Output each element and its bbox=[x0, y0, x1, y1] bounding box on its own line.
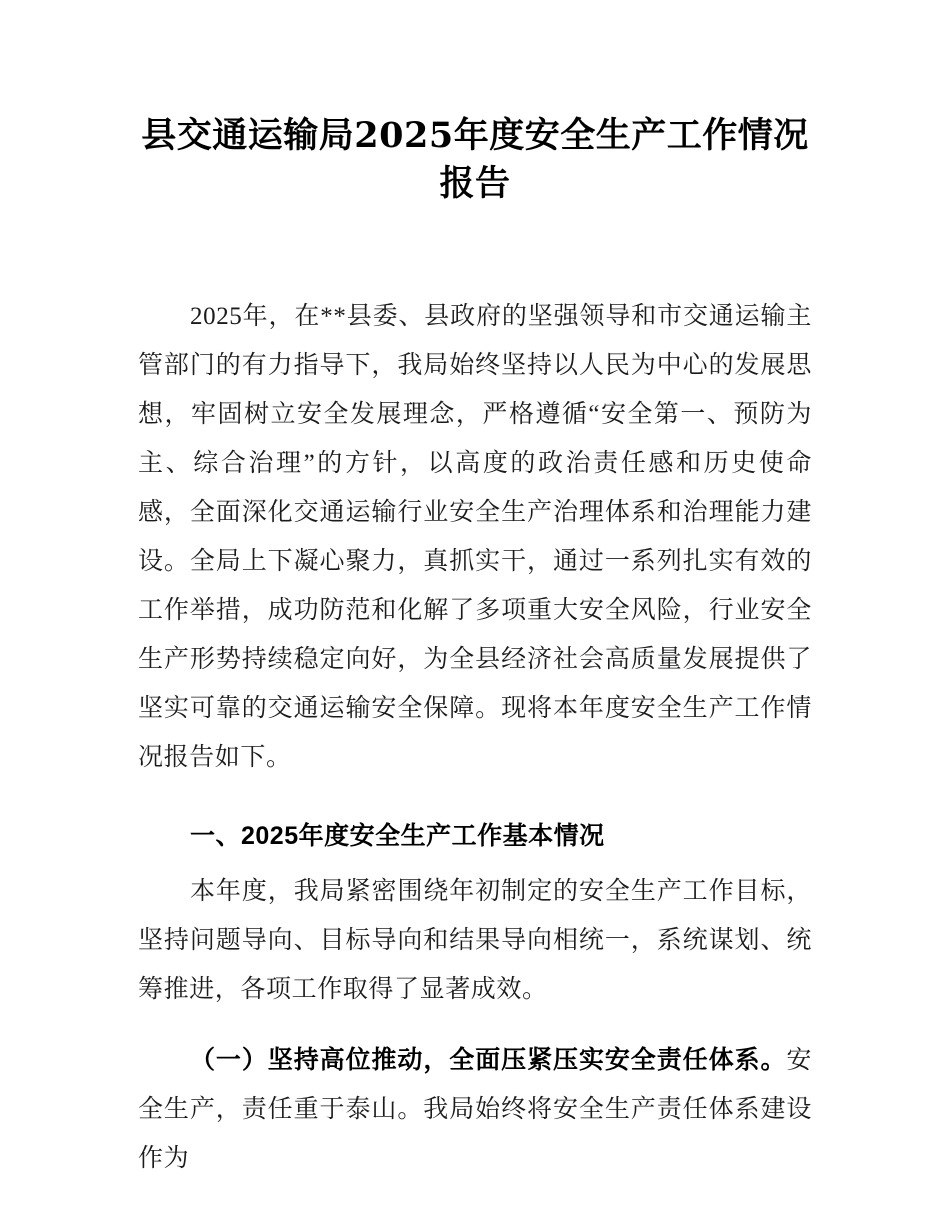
subsection-one-body-text: 安全生产，责任重于泰山。我局始终将安全生产责任体系建设作为 bbox=[138, 1047, 812, 1172]
section-one-paragraph: 本年度，我局紧密围绕年初制定的安全生产工作目标，坚持问题导向、目标导向和结果导向相统一，系统谋划、统筹推进，各项工作取得了显著成效。 bbox=[138, 878, 812, 1003]
opening-paragraph: 2025年，在**县委、县政府的坚强领导和市交通运输主管部门的有力指导下，我局始终坚持以人民为中心的发展思想，牢固树立安全发展理念，严格遵循“安全第一、预防为主、综合治理”的方针，以高度的政治责任感和历史使命感，全面深化交通运输行业安全生产治理体系和治理能力建设。全局上下凝心聚力，真抓实干，通过一系列扎实有效的工作举措，成功防范和化解了多项重大安全风险，行业安全生产形势持续稳定向好，为全县经济社会高质量发展提供了坚实可靠的交通运输安全保障。现将本年度安全生产工作情况报告如下。 bbox=[138, 303, 812, 771]
page-title: 县交通运输局2025年度安全生产工作情况报告 bbox=[141, 115, 809, 204]
subsection-one-bold-lead: （一）坚持高位推动，全面压紧压实安全责任体系。 bbox=[190, 1046, 787, 1074]
subsection-one-paragraph bbox=[138, 1036, 812, 1183]
section-heading-one: 一、2025年度安全生产工作基本情况 bbox=[190, 822, 605, 850]
